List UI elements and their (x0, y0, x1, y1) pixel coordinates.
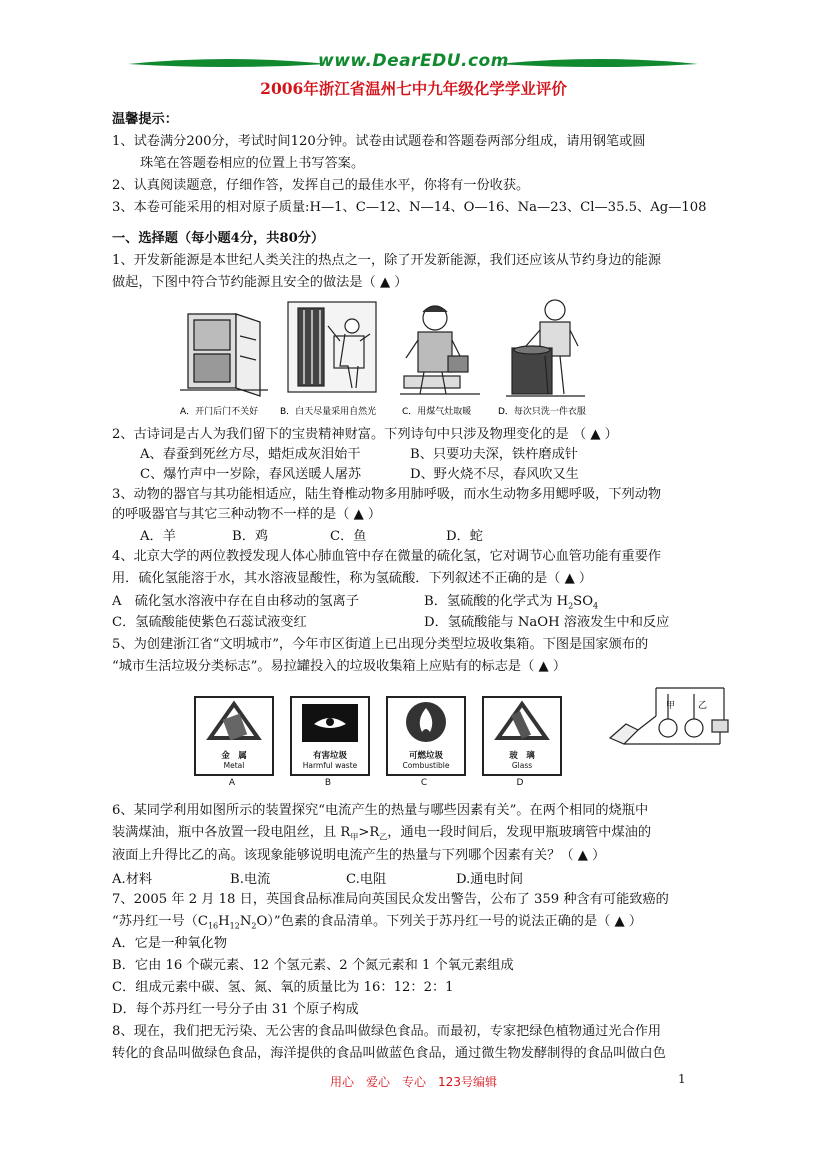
q4-option-a: A 硫化氢水溶液中存在自由移动的氢离子 (112, 594, 359, 609)
fridge-drawing (180, 314, 268, 396)
q4-line-1: 4、北京大学的两位教授发现人体心肺血管中存在微量的硫化氢，它对调节心血管功能有重要作 (112, 549, 662, 564)
q7-option-b: B．它由 16 个碳元素、12 个氢元素、2 个氮元素和 1 个氧元素组成 (112, 958, 514, 973)
q7-option-a: A．它是一种氧化物 (112, 936, 228, 951)
q2-option-a: A、春蚕到死丝方尽，蜡炬成灰泪始干 (140, 447, 361, 462)
q6-line-2-c: ，通电一段时间后，发现甲瓶玻璃管中煤油的 (387, 825, 652, 840)
q3-line-1: 3、动物的器官与其功能相适应，陆生脊椎动物多用肺呼吸，而水生动物多用鳃呼吸，下列动物 (112, 487, 662, 502)
q6-line-2 (112, 823, 651, 848)
q6-option-d: D.通电时间 (456, 872, 524, 887)
recycle-can-icon (196, 698, 272, 748)
q6-line-3: 液面上升得比乙的高。该现象能够说明电流产生的热量与下列哪个因素有关？（ ▲ ） (112, 848, 606, 863)
q6-sub-jia: 甲 (350, 832, 359, 842)
sign-letter-c: C (420, 778, 428, 788)
q2-stem: 2、古诗词是古人为我们留下的宝贵精神财富。下列诗句中只涉及物理变化的是 （ ▲ ） (112, 427, 618, 442)
sign-letter-a: A (228, 778, 236, 788)
q1-line-1: 1、开发新能源是本世纪人类关注的热点之一，除了开发新能源，我们还应该从节约身边的能源 (112, 253, 662, 268)
sign-combustible-en: Combustible (402, 761, 450, 770)
q4-sub-2: 4 (593, 601, 599, 611)
q6-option-c: C.电阻 (346, 872, 387, 887)
q7-option-d: D．每个苏丹红一号分子由 31 个原子构成 (112, 1002, 359, 1017)
sign-glass-en: Glass (511, 761, 533, 770)
q8-line-2: 转化的食品叫做绿色食品，海洋提供的食品叫做蓝色食品，通过微生物发酵制得的食品叫做白色 (112, 1046, 666, 1061)
footer-text: 用心 爱心 专心 123号编辑 (330, 1075, 497, 1089)
q4-option-b-mid: SO (573, 594, 594, 609)
sign-letter-d: D (516, 778, 524, 788)
q7-line-2-n: N (239, 914, 252, 929)
sign-harmful-zh: 有害垃圾 (312, 751, 347, 761)
q2-option-b: B、只要功夫深，铁杵磨成针 (410, 447, 578, 462)
circuit-label-jia: 甲 (666, 701, 676, 711)
q1-line-2: 做起，下图中符合节约能源且安全的做法是（ ▲ ） (112, 275, 408, 290)
q6-line-2-a: 装满煤油，瓶中各放置一段电阻丝，且 R (112, 825, 351, 840)
circuit-label-yi: 乙 (698, 701, 708, 711)
q1-caption-c: C．用煤气灶取暖 (402, 407, 472, 417)
sign-combustible (386, 696, 466, 776)
page-number: 1 (678, 1072, 686, 1086)
circuit-diagram (604, 680, 734, 760)
sign-letter-b: B (324, 778, 332, 788)
washing-machine-drawing (506, 300, 585, 396)
q3-option-b: B．鸡 (232, 529, 269, 544)
q7-line-2-h: H (218, 914, 230, 929)
q7-sub-h: 12 (229, 921, 240, 931)
q3-option-a: A．羊 (140, 529, 176, 544)
sign-metal (194, 696, 274, 776)
q7-sub-n: 2 (251, 921, 257, 931)
q6-line-1: 6、某同学利用如图所示的装置探究“电流产生的热量与哪些因素有关”。在两个相同的烧瓶中 (112, 803, 649, 818)
q4-sub-1: 2 (568, 601, 574, 611)
sign-glass (482, 696, 562, 776)
sign-combustible-zh: 可燃垃圾 (408, 751, 443, 761)
q3-option-c: C．鱼 (330, 529, 367, 544)
q2-option-c: C、爆竹声中一岁除，春风送暖人屠苏 (140, 467, 362, 482)
q7-option-c: C．组成元素中碳、氢、氮、氧的质量比为 16：12：2：1 (112, 980, 454, 995)
q2-option-d: D、野火烧不尽，春风吹又生 (410, 467, 579, 482)
q7-line-2 (112, 912, 642, 937)
q4-line-2: 用．硫化氢能溶于水，其水溶液显酸性，称为氢硫酸．下列叙述不正确的是（ ▲ ） (112, 571, 593, 586)
q4-option-b-text: B．氢硫酸的化学式为 H (424, 594, 569, 609)
q7-sub-c: 16 (207, 921, 219, 931)
harmful-waste-icon (292, 698, 368, 748)
q7-line-2-b: O）”色素的食品清单。下列关于苏丹红一号的说法正确的是（ ▲ ） (256, 914, 643, 929)
tip-1: 1、试卷满分200分，考试时间120分钟。试卷由试题卷和答题卷两部分组成，请用钢笔或圆 (112, 134, 646, 149)
q1-caption-d: D．每次只洗一件衣服 (498, 407, 586, 417)
sign-harmful (290, 696, 370, 776)
flame-icon (388, 698, 464, 748)
tip-1-cont: 珠笔在答题卷相应的位置上书写答案。 (140, 156, 365, 171)
site-banner[interactable]: www.DearEDU.com (318, 51, 509, 71)
tips-heading: 温馨提示： (112, 112, 178, 127)
q6-option-a: A.材料 (112, 872, 153, 887)
q4-option-d: D．氢硫酸能与 NaOH 溶液发生中和反应 (424, 615, 670, 630)
q1-illustrations (180, 296, 590, 422)
q5-line-1: 5、为创建浙江省“文明城市”，今年市区街道上已出现分类型垃圾收集箱。下图是国家颁布的 (112, 637, 649, 652)
sign-harmful-en: Harmful waste (302, 761, 358, 770)
tip-3: 3、本卷可能采用的相对原子质量:H—1、C—12、N—14、O—16、Na—23、Cl—35.5、Ag—108 (112, 200, 707, 215)
sign-glass-zh: 玻 璃 (509, 751, 535, 761)
exam-title: 2006年浙江省温州七中九年级化学学业评价 (260, 79, 567, 98)
sign-metal-zh: 金 属 (221, 751, 247, 761)
window-drawing (288, 302, 376, 392)
q1-caption-a: A．开门后门不关好 (180, 407, 259, 417)
sign-metal-en: Metal (223, 761, 245, 770)
q4-option-c: C．氢硫酸能使紫色石蕊试液变红 (112, 615, 307, 630)
q8-line-1: 8、现在，我们把无污染、无公害的食品叫做绿色食品。而最初，专家把绿色植物通过光合作用 (112, 1024, 662, 1039)
q6-option-b: B.电流 (230, 872, 271, 887)
q3-option-d: D．蛇 (446, 529, 483, 544)
q5-line-2: “城市生活垃圾分类标志”。易拉罐投入的垃圾收集箱上应贴有的标志是（ ▲ ） (112, 659, 567, 674)
q3-line-2: 的呼吸器官与其它三种动物不一样的是（ ▲ ） (112, 507, 382, 522)
q6-sub-yi: 乙 (379, 832, 388, 842)
tip-2: 2、认真阅读题意，仔细作答，发挥自己的最佳水平，你将有一份收获。 (112, 178, 530, 193)
q7-line-2-a: “苏丹红一号（C (112, 914, 208, 929)
gas-stove-drawing (400, 306, 480, 394)
q6-line-2-b: >R (358, 825, 380, 840)
section-heading: 一、选择题（每小题4分，共80分） (112, 231, 325, 246)
recycle-bottle-icon (484, 698, 560, 748)
q7-line-1: 7、2005 年 2 月 18 日，英国食品标准局向英国民众发出警告，公布了 359 种含有可能致癌的 (112, 892, 669, 907)
q1-caption-b: B．白天尽量采用自然光 (280, 407, 377, 417)
